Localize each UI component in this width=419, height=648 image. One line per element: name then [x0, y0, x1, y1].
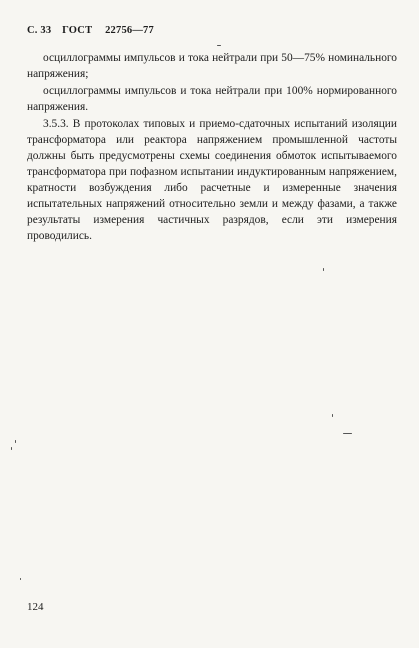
scan-speck	[343, 433, 352, 434]
document-body	[27, 50, 397, 244]
page-header	[27, 25, 162, 36]
scan-speck	[332, 414, 333, 417]
scan-speck	[217, 45, 221, 46]
paragraph-oscillograms-partial: осциллограммы импульсов и тока нейтрали при 50—75% номинального напряжения;	[27, 52, 397, 80]
scan-speck	[20, 578, 21, 580]
page-reference: С. 33	[27, 25, 52, 36]
scan-speck	[15, 440, 16, 443]
page-number: 124	[27, 601, 44, 613]
standard-number: 22756—77	[105, 25, 154, 36]
standard-label: ГОСТ	[62, 25, 93, 36]
paragraph-oscillograms-full: осциллограммы импульсов и тока нейтрали при 100% нормированного напряжения.	[27, 85, 397, 113]
scan-speck	[323, 268, 324, 271]
paragraph-section-3-5-3: 3.5.3. В протоколах типовых и приемо-сдаточных испытаний изоляции трансформатора или реактора напряжением промышленной частоты должны быть предусмотрены схемы соединения обмоток испытываемого трансформатора при пофазном испытании индуктированным напряжением, кратности возбуждения либо расчетные и измеренные значения испытательных напряжений относительно земли и между фазами, а также результаты измерения частичных разрядов, если эти измерения проводились.	[27, 118, 397, 242]
scan-speck	[11, 447, 12, 450]
